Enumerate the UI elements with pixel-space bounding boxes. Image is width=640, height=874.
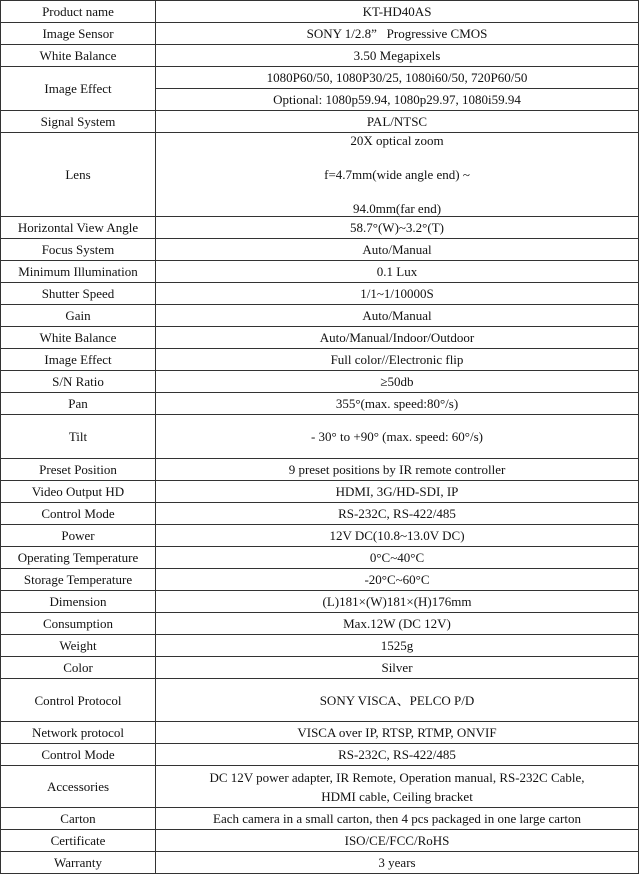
spec-value: VISCA over IP, RTSP, RTMP, ONVIF (156, 722, 639, 744)
spec-label: Control Mode (1, 503, 156, 525)
spec-value: -20°C~60°C (156, 569, 639, 591)
spec-value: Full color//Electronic flip (156, 349, 639, 371)
spec-row-white-balance-mp (1, 45, 639, 67)
spec-value: 58.7°(W)~3.2°(T) (156, 217, 639, 239)
spec-value: PAL/NTSC (156, 111, 639, 133)
spec-value: Auto/Manual/Indoor/Outdoor (156, 327, 639, 349)
spec-value: Max.12W (DC 12V) (156, 613, 639, 635)
spec-value: RS-232C, RS-422/485 (156, 503, 639, 525)
spec-label: Preset Position (1, 459, 156, 481)
spec-value: 12V DC(10.8~13.0V DC) (156, 525, 639, 547)
spec-label: Signal System (1, 111, 156, 133)
spec-row-dimension (1, 591, 639, 613)
spec-row-lens (1, 133, 639, 217)
spec-label: Control Protocol (1, 679, 156, 722)
spec-value: SONY VISCA、PELCO P/D (156, 679, 639, 722)
accessories-line: HDMI cable, Ceiling bracket (321, 788, 473, 804)
spec-row-signal-system (1, 111, 639, 133)
spec-value: Each camera in a small carton, then 4 pcs packaged in one large carton (156, 808, 639, 830)
spec-label: S/N Ratio (1, 371, 156, 393)
spec-label: Focus System (1, 239, 156, 261)
spec-value: 1/1~1/10000S (156, 283, 639, 305)
spec-row-image-effect (1, 349, 639, 371)
spec-row-certificate (1, 830, 639, 852)
spec-value: 1080P60/50, 1080P30/25, 1080i60/50, 720P60/50 (156, 67, 639, 89)
spec-row-accessories (1, 766, 639, 808)
spec-label: Image Effect (1, 67, 156, 111)
spec-row-gain (1, 305, 639, 327)
spec-value: 3 years (156, 852, 639, 874)
spec-value: KT-HD40AS (156, 1, 639, 23)
spec-row-color (1, 657, 639, 679)
accessories-line: DC 12V power adapter, IR Remote, Operation manual, RS-232C Cable, (209, 769, 585, 785)
spec-value: 355°(max. speed:80°/s) (156, 393, 639, 415)
spec-label: Consumption (1, 613, 156, 635)
spec-label: Image Effect (1, 349, 156, 371)
spec-row-product-name (1, 1, 639, 23)
spec-label: Pan (1, 393, 156, 415)
spec-row-image-sensor (1, 23, 639, 45)
spec-row-minimum-illumination (1, 261, 639, 283)
spec-row-video-output-hd (1, 481, 639, 503)
spec-label: Color (1, 657, 156, 679)
spec-row-weight (1, 635, 639, 657)
spec-row-power (1, 525, 639, 547)
spec-label: Accessories (1, 766, 156, 808)
lens-line: 94.0mm(far end) (352, 201, 442, 216)
spec-row-preset-position (1, 459, 639, 481)
spec-value: 1525g (156, 635, 639, 657)
spec-label: Weight (1, 635, 156, 657)
spec-label: Operating Temperature (1, 547, 156, 569)
spec-row-focus-system (1, 239, 639, 261)
spec-row-shutter-speed (1, 283, 639, 305)
spec-row-network-protocol (1, 722, 639, 744)
spec-value: Auto/Manual (156, 239, 639, 261)
spec-row-sn-ratio (1, 371, 639, 393)
spec-row-image-effect-formats (1, 67, 639, 89)
spec-value: 0.1 Lux (156, 261, 639, 283)
spec-label: Certificate (1, 830, 156, 852)
spec-value: SONY 1/2.8” Progressive CMOS (156, 23, 639, 45)
spec-label: Tilt (1, 415, 156, 459)
spec-value: RS-232C, RS-422/485 (156, 744, 639, 766)
spec-row-pan (1, 393, 639, 415)
spec-value: 0°C~40°C (156, 547, 639, 569)
spec-value: HDMI, 3G/HD-SDI, IP (156, 481, 639, 503)
spec-label: Dimension (1, 591, 156, 613)
spec-label: Shutter Speed (1, 283, 156, 305)
spec-row-horizontal-view-angle (1, 217, 639, 239)
spec-label: Warranty (1, 852, 156, 874)
spec-row-carton (1, 808, 639, 830)
spec-value: 3.50 Megapixels (156, 45, 639, 67)
spec-value: Auto/Manual (156, 305, 639, 327)
spec-value (156, 766, 639, 808)
spec-label: Gain (1, 305, 156, 327)
spec-row-control-mode-2 (1, 744, 639, 766)
spec-label: Control Mode (1, 744, 156, 766)
spec-row-operating-temperature (1, 547, 639, 569)
spec-row-white-balance (1, 327, 639, 349)
spec-label: Product name (1, 1, 156, 23)
spec-label: Image Sensor (1, 23, 156, 45)
spec-value: ≥50db (156, 371, 639, 393)
spec-label: Carton (1, 808, 156, 830)
spec-label: Network protocol (1, 722, 156, 744)
spec-row-control-mode (1, 503, 639, 525)
spec-value: ISO/CE/FCC/RoHS (156, 830, 639, 852)
spec-label: Power (1, 525, 156, 547)
spec-value: (L)181×(W)181×(H)176mm (156, 591, 639, 613)
spec-value: - 30° to +90° (max. speed: 60°/s) (156, 415, 639, 459)
spec-label: Minimum Illumination (1, 261, 156, 283)
spec-label: Lens (1, 133, 156, 217)
spec-row-tilt (1, 415, 639, 459)
spec-label: Video Output HD (1, 481, 156, 503)
spec-row-consumption (1, 613, 639, 635)
spec-label: White Balance (1, 45, 156, 67)
lens-line: f=4.7mm(wide angle end) ~ (324, 167, 470, 182)
spec-row-warranty (1, 852, 639, 874)
lens-line: 20X optical zoom (350, 133, 444, 148)
spec-value (156, 133, 639, 217)
spec-label: Horizontal View Angle (1, 217, 156, 239)
spec-row-storage-temperature (1, 569, 639, 591)
spec-value: 9 preset positions by IR remote controller (156, 459, 639, 481)
spec-value: Silver (156, 657, 639, 679)
spec-row-control-protocol (1, 679, 639, 722)
spec-label: Storage Temperature (1, 569, 156, 591)
spec-label: White Balance (1, 327, 156, 349)
spec-value: Optional: 1080p59.94, 1080p29.97, 1080i59.94 (156, 89, 639, 111)
